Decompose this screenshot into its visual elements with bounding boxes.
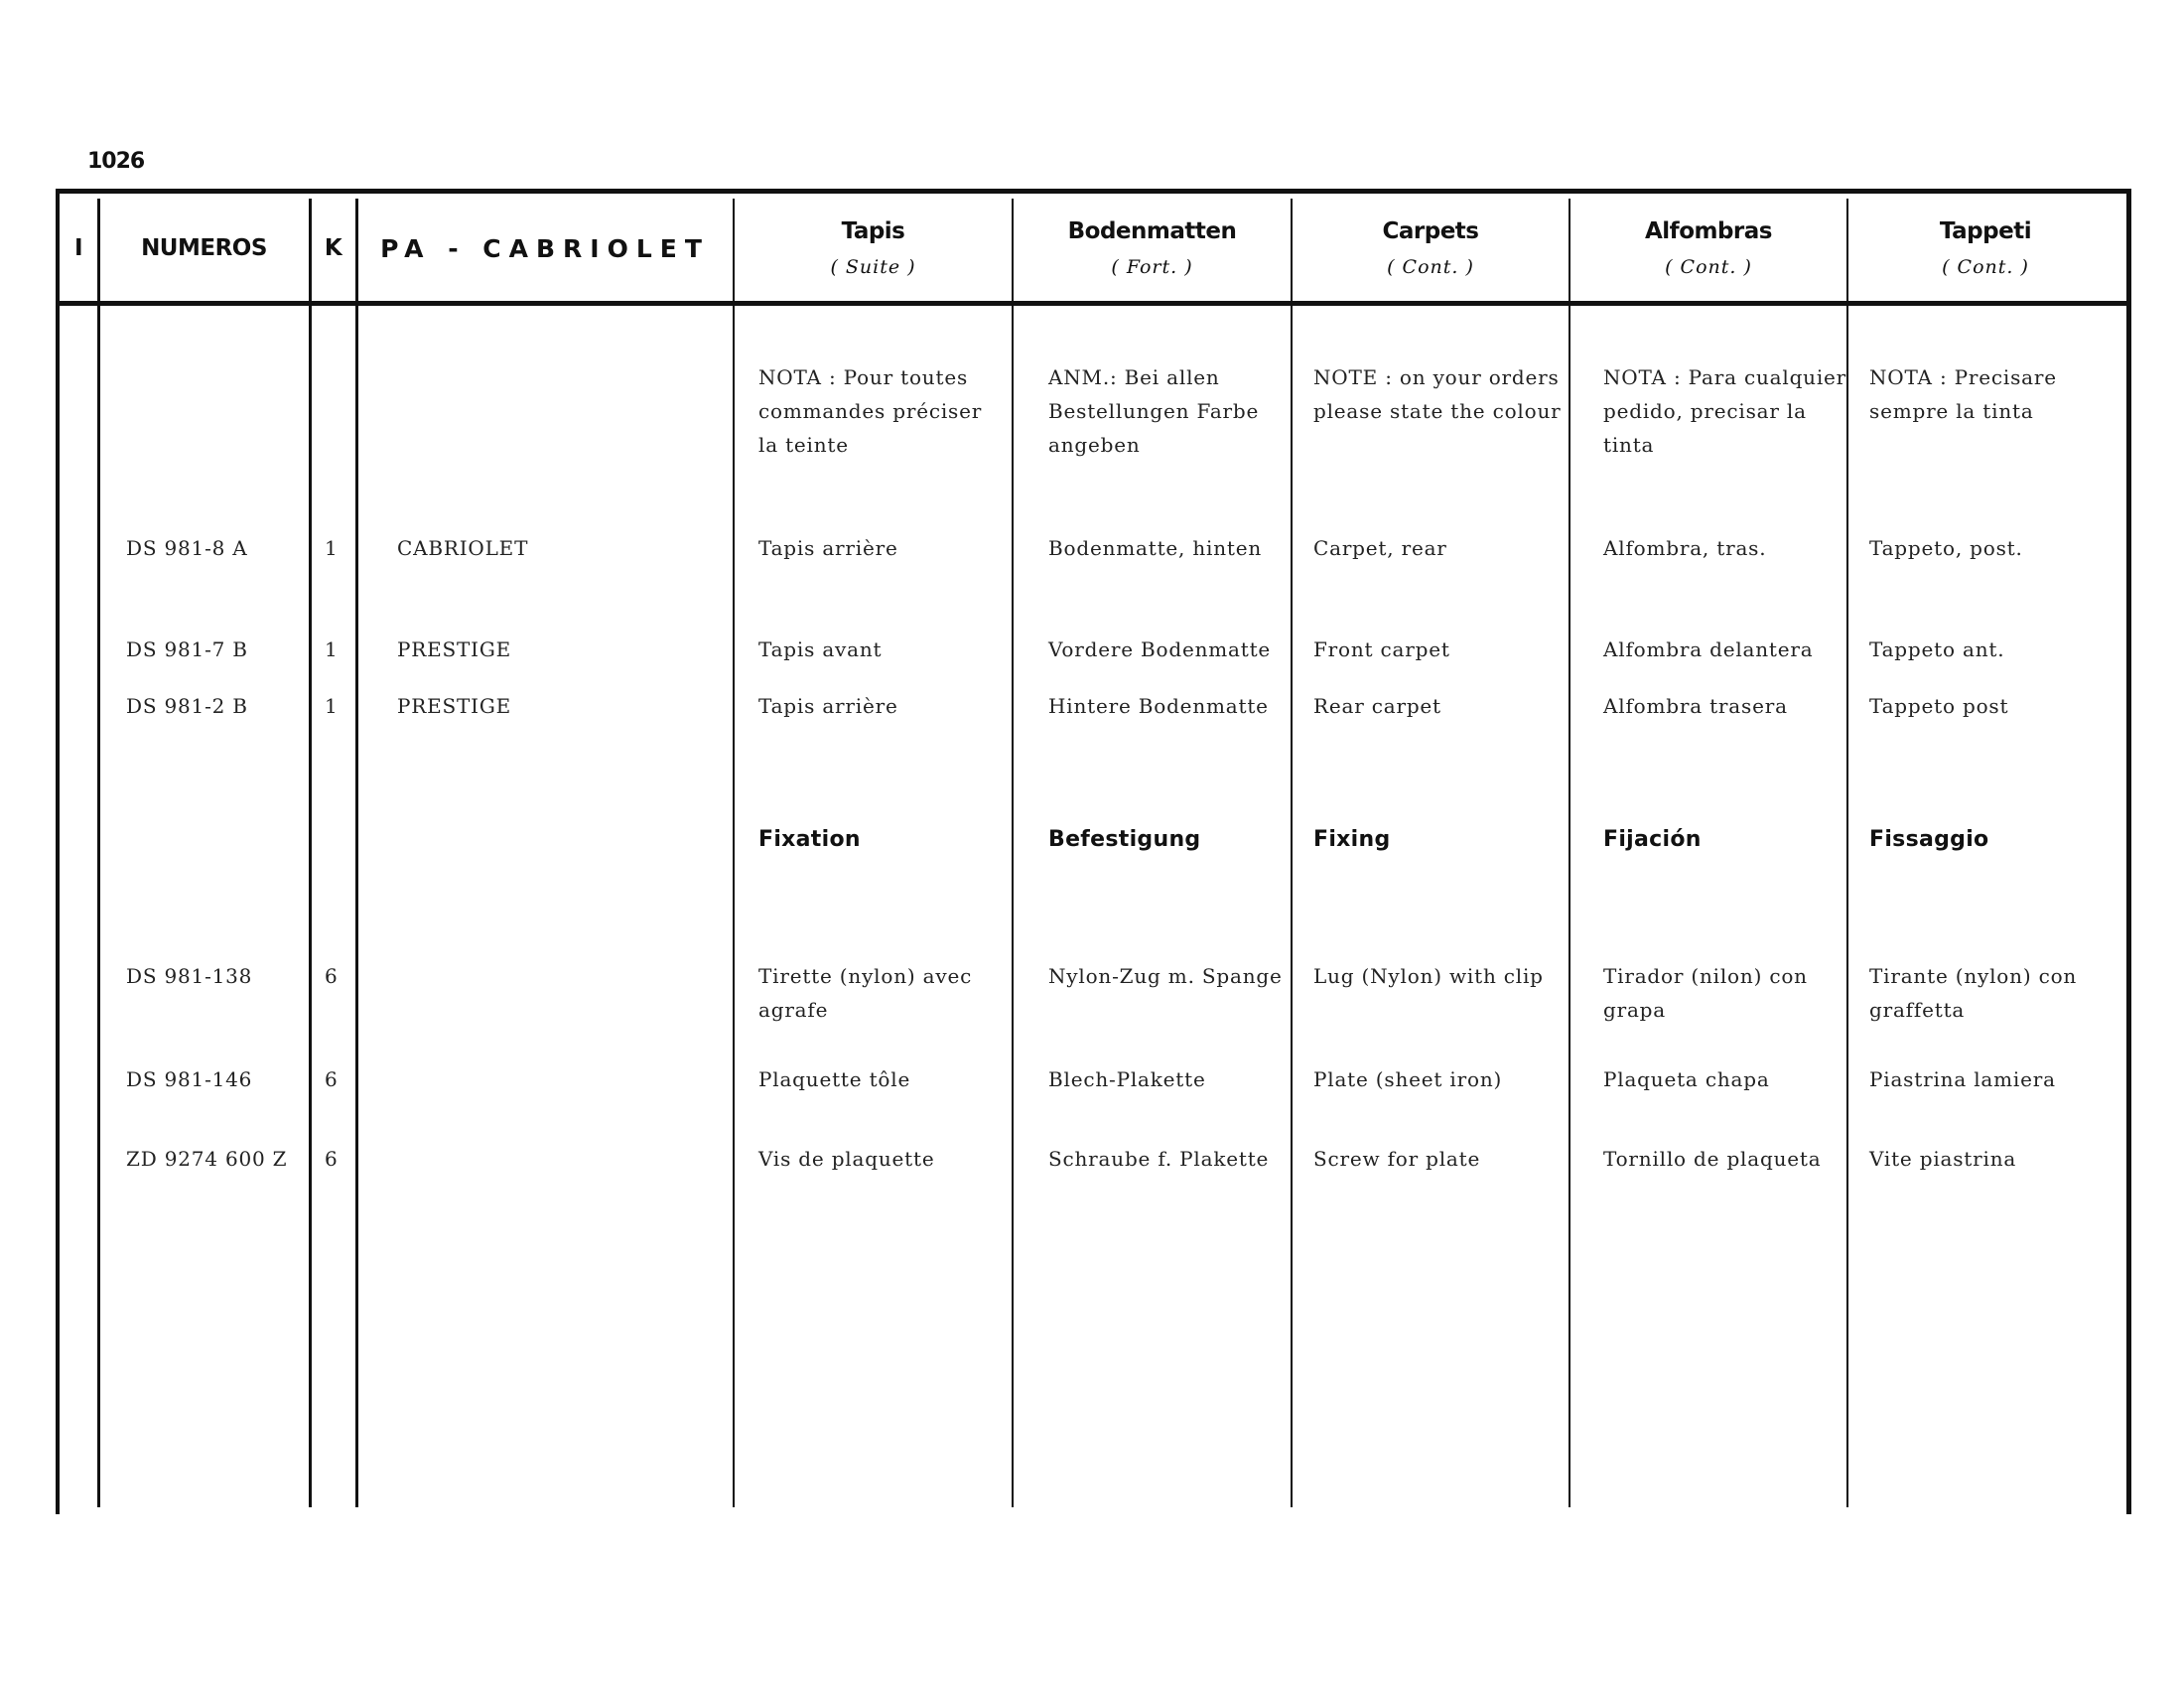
model: PRESTIGE [397,694,512,718]
header-spanish [1570,199,1846,298]
header-french-sub: ( Suite ) [830,256,916,278]
desc-english: Rear carpet [1313,694,1441,718]
desc-french: Tapis arrière [758,536,898,560]
header-i [60,199,97,298]
desc-italian: Vite piastrina [1869,1147,2017,1171]
header-english [1293,199,1569,298]
section-heading-german: Befestigung [1048,827,1201,852]
note-italian: NOTA : Precisare sempre la tinta [1869,365,2057,423]
desc-spanish: Tornillo de plaqueta [1603,1147,1822,1171]
header-k-label: K [324,235,342,261]
desc-spanish: Tirador (nilon) con grapa [1603,964,1808,1022]
desc-english: Front carpet [1313,637,1450,661]
header-french-title: Tapis [841,218,905,244]
column-divider [1012,199,1014,1507]
header-german [1014,199,1291,298]
desc-english: Screw for plate [1313,1147,1481,1171]
desc-german: Schraube f. Plakette [1048,1147,1270,1171]
desc-french: Plaquette tôle [758,1067,911,1091]
header-english-sub: ( Cont. ) [1387,256,1474,278]
header-numeros [99,199,309,298]
desc-french: Tapis arrière [758,694,898,718]
header-divider [56,301,2127,306]
header-spanish-title: Alfombras [1645,218,1772,244]
column-divider [97,199,100,1507]
desc-spanish: Plaqueta chapa [1603,1067,1770,1091]
desc-german: Nylon-Zug m. Spange [1048,964,1283,988]
part-number: ZD 9274 600 Z [126,1147,288,1171]
section-heading-italian: Fissaggio [1869,827,1989,852]
desc-english: Plate (sheet iron) [1313,1067,1503,1091]
quantity: 1 [325,536,339,560]
part-number: DS 981-138 [126,964,253,988]
header-italian-sub: ( Cont. ) [1942,256,2029,278]
desc-french: Vis de plaquette [758,1147,935,1171]
note-german: ANM.: Bei allen Bestellungen Farbe angeben [1048,365,1260,457]
column-divider [1291,199,1293,1507]
column-divider [309,199,312,1507]
desc-italian: Tappeto post [1869,694,2009,718]
header-german-sub: ( Fort. ) [1111,256,1193,278]
desc-french: Tapis avant [758,637,883,661]
desc-english: Lug (Nylon) with clip [1313,964,1544,988]
desc-german: Vordere Bodenmatte [1048,637,1272,661]
section-heading-spanish: Fijación [1603,827,1702,852]
quantity: 6 [325,964,339,988]
desc-english: Carpet, rear [1313,536,1447,560]
header-italian-title: Tappeti [1939,218,2032,244]
desc-spanish: Alfombra, tras. [1603,536,1767,560]
section-heading-french: Fixation [758,827,861,852]
header-model-label: PA - CABRIOLET [380,233,710,263]
desc-french: Tirette (nylon) avec agrafe [758,964,973,1022]
column-divider [733,199,735,1507]
header-french [735,199,1012,298]
header-spanish-sub: ( Cont. ) [1665,256,1752,278]
header-model [357,199,733,298]
note-english: NOTE : on your orders please state the colour [1313,365,1562,423]
header-k [311,199,355,298]
header-italian [1848,199,2122,298]
part-number: DS 981-146 [126,1067,253,1091]
quantity: 6 [325,1067,339,1091]
section-heading-english: Fixing [1313,827,1391,852]
quantity: 1 [325,694,339,718]
desc-spanish: Alfombra trasera [1603,694,1788,718]
desc-italian: Piastrina lamiera [1869,1067,2056,1091]
part-number: DS 981-7 B [126,637,248,661]
desc-spanish: Alfombra delantera [1603,637,1814,661]
model: CABRIOLET [397,536,529,560]
desc-italian: Tappeto ant. [1869,637,2005,661]
desc-german: Hintere Bodenmatte [1048,694,1269,718]
header-german-title: Bodenmatten [1067,218,1237,244]
part-number: DS 981-8 A [126,536,248,560]
header-i-label: I [73,235,83,261]
desc-italian: Tappeto, post. [1869,536,2023,560]
header-english-title: Carpets [1382,218,1479,244]
note-spanish: NOTA : Para cualquier pedido, precisar la tinta [1603,365,1847,457]
page-number: 1026 [87,149,145,174]
desc-german: Blech-Plakette [1048,1067,1206,1091]
note-french: NOTA : Pour toutes commandes préciser la teinte [758,365,983,457]
desc-italian: Tirante (nylon) con graffetta [1869,964,2078,1022]
quantity: 1 [325,637,339,661]
column-divider [355,199,358,1507]
part-number: DS 981-2 B [126,694,248,718]
model: PRESTIGE [397,637,512,661]
header-numeros-label: NUMEROS [141,235,267,261]
quantity: 6 [325,1147,339,1171]
desc-german: Bodenmatte, hinten [1048,536,1263,560]
column-divider [1569,199,1570,1507]
